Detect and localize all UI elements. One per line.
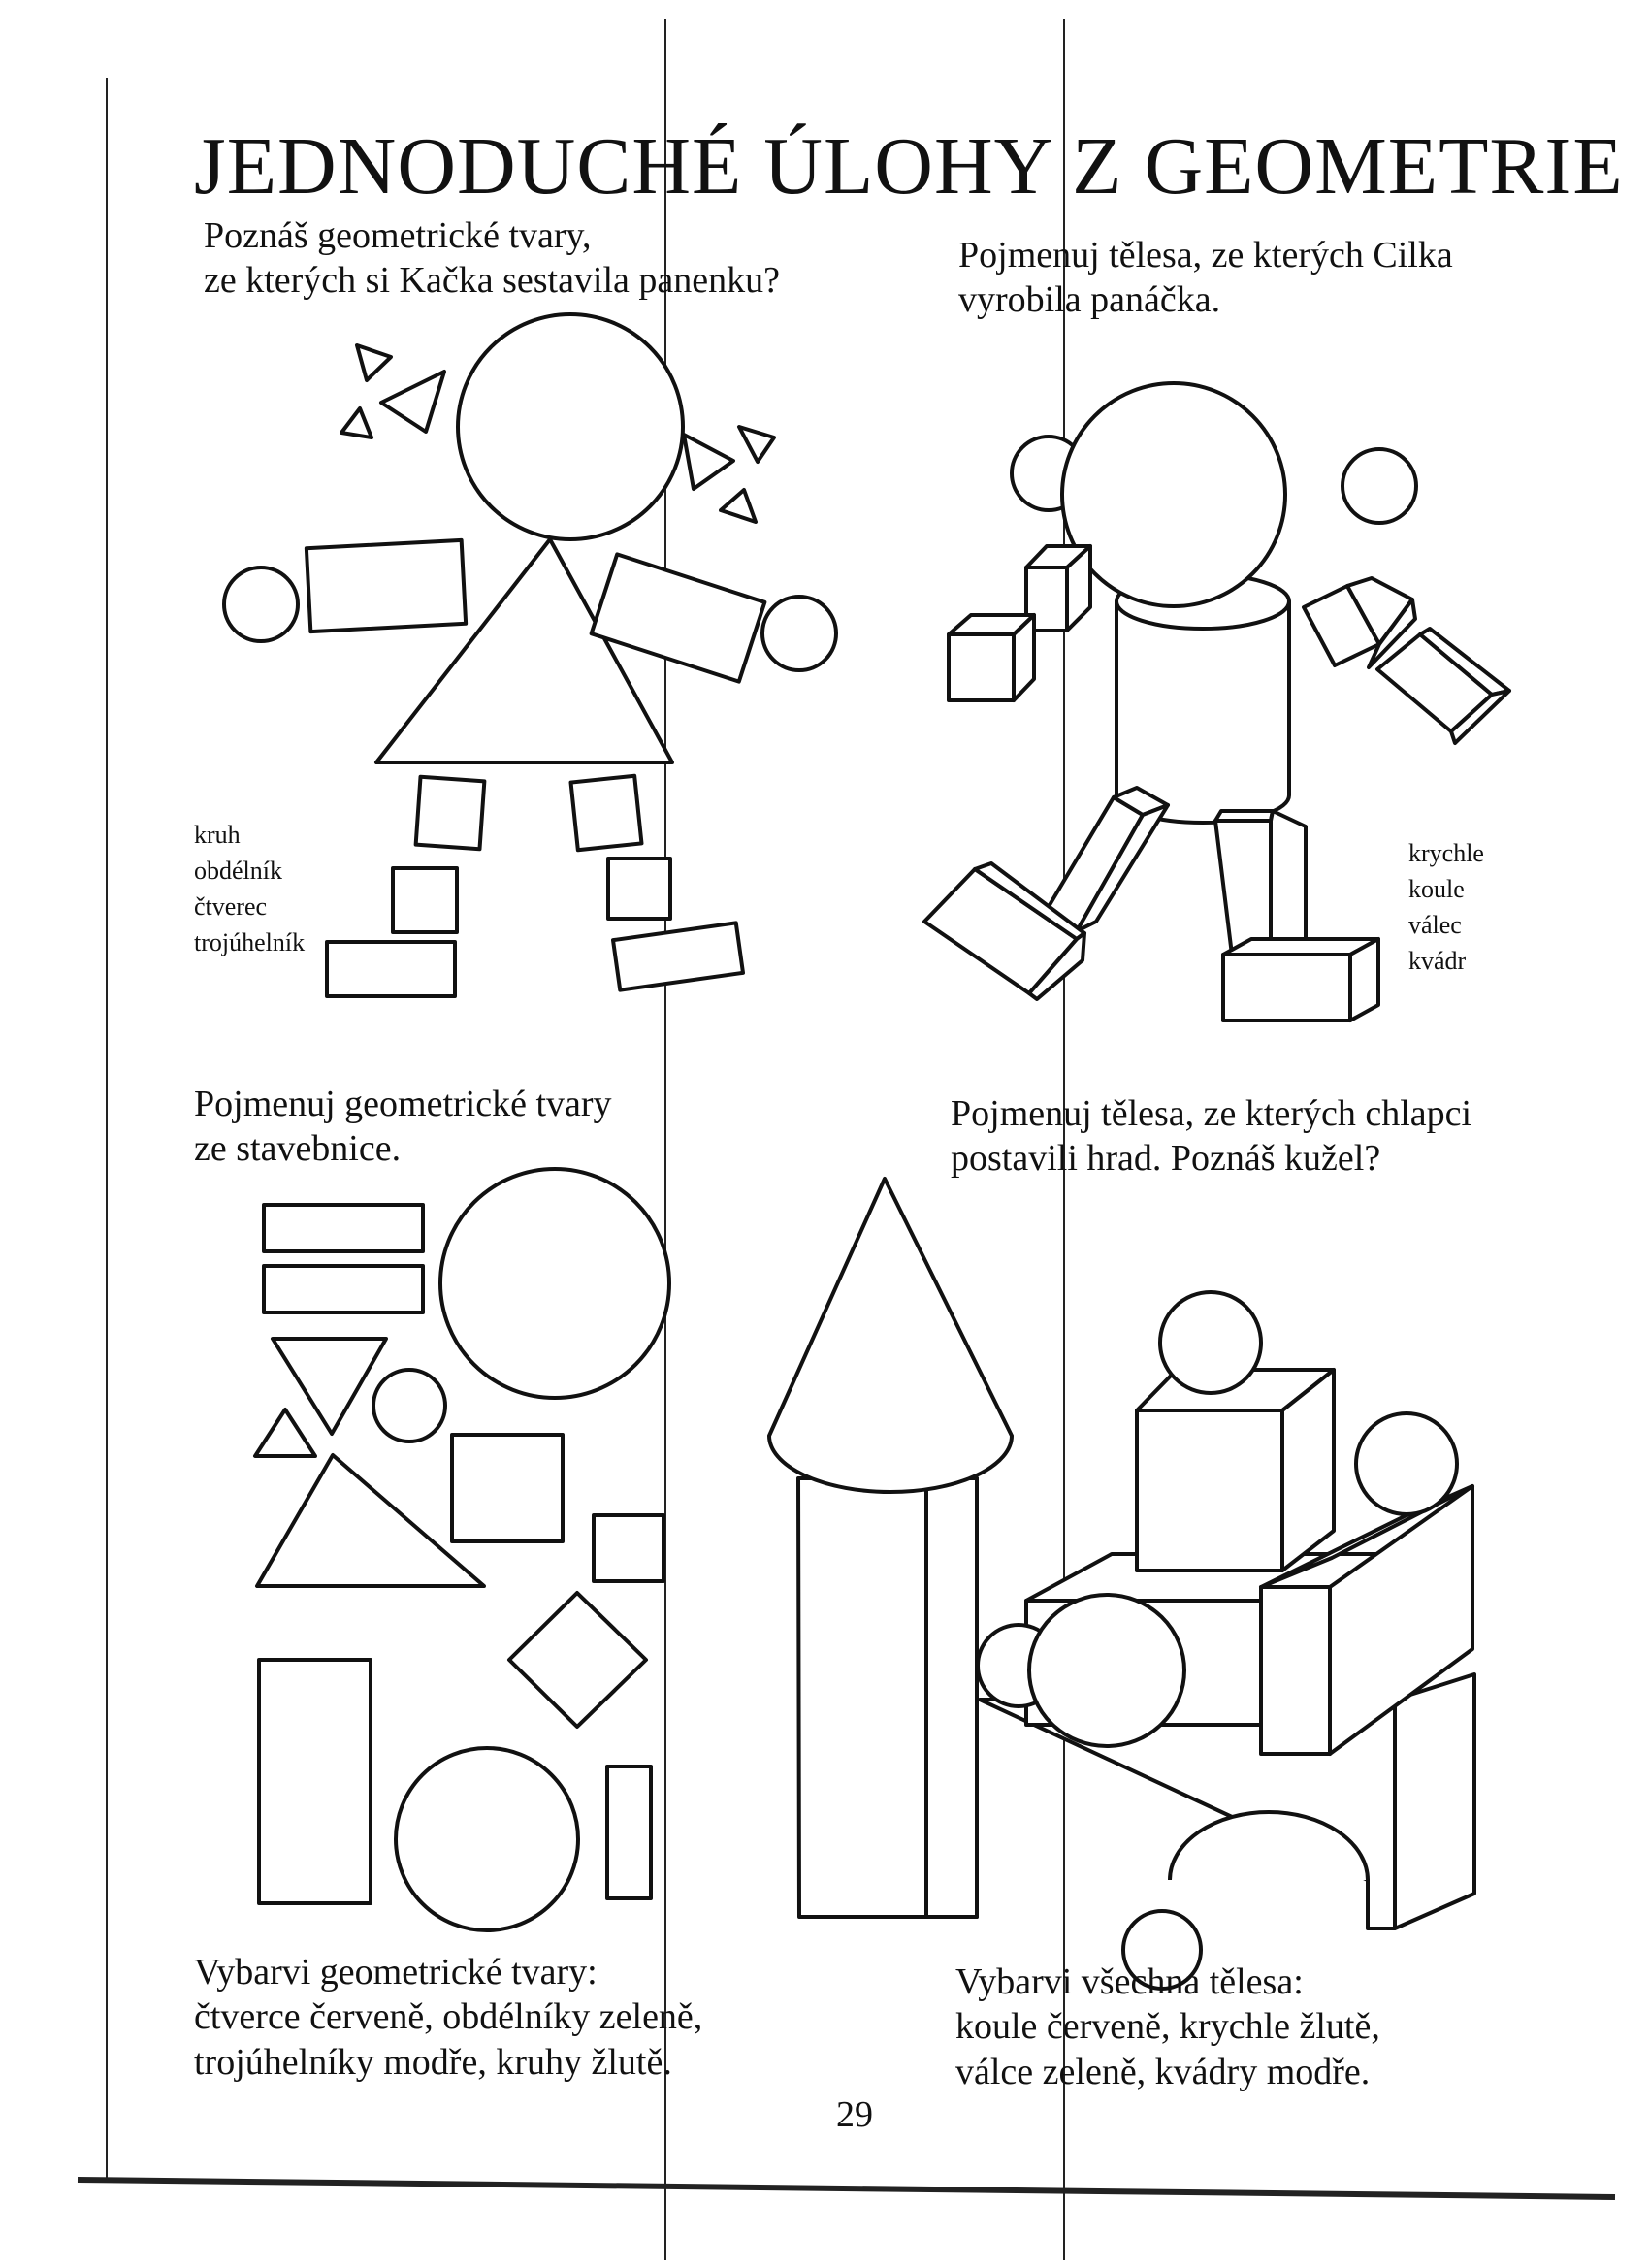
tower-cone <box>769 1179 1012 1492</box>
castle-ball-right <box>1356 1413 1457 1514</box>
kit-shapes <box>255 1169 669 1930</box>
q2-word-list <box>1408 836 1484 980</box>
kit-rectangle-narrow <box>607 1766 651 1898</box>
leg-square-left-lower <box>393 868 457 932</box>
q5-prompt <box>194 1950 702 2085</box>
kit-triangle-small <box>255 1409 315 1456</box>
q3-line-2: ze stavebnice. <box>194 1128 402 1170</box>
castle-ball-top <box>1160 1292 1261 1393</box>
q1-line-2: ze kterých si Kačka sestavila panenku? <box>204 260 781 302</box>
hair-triangle-2 <box>381 372 444 432</box>
kit-circle-medium <box>396 1748 578 1930</box>
foot-cuboid-right <box>1223 939 1378 1021</box>
hair-triangle-5 <box>739 427 774 462</box>
hair-triangle-4 <box>684 435 733 489</box>
q3-line-1: Pojmenuj geometrické tvary <box>194 1084 612 1124</box>
kit-circle-large <box>440 1169 669 1398</box>
q4-line-2: postavili hrad. Poznáš kužel? <box>951 1138 1381 1180</box>
kit-circle-small <box>373 1370 445 1442</box>
ear-ball-right <box>1342 449 1416 523</box>
q5-line-1: Vybarvi geometrické tvary: <box>194 1952 598 1993</box>
kit-square-large <box>452 1435 563 1541</box>
leg-cuboid-right-upper <box>1215 811 1306 955</box>
head-circle <box>458 314 683 539</box>
castle-cube <box>1137 1370 1334 1571</box>
kit-square-small <box>594 1515 663 1581</box>
leg-square-right-lower <box>608 859 670 919</box>
q2-word-3: válec <box>1408 910 1462 939</box>
q4-line-1: Pojmenuj tělesa, ze kterých chlapci <box>951 1093 1472 1134</box>
kit-triangle-large <box>257 1455 484 1586</box>
q4-prompt <box>951 1091 1471 1182</box>
hair-triangle-1 <box>357 345 391 380</box>
kit-rectangle-1 <box>264 1205 423 1251</box>
q2-prompt <box>958 233 1453 323</box>
q2-word-1: krychle <box>1408 839 1484 867</box>
hair-triangle-6 <box>721 490 756 522</box>
doll-figure <box>224 314 836 996</box>
q6-prompt <box>955 1960 1380 2094</box>
page-title: JEDNODUCHÉ ÚLOHY Z GEOMETRIE <box>194 121 1624 211</box>
q2-word-4: kvádr <box>1408 946 1467 975</box>
q1-word-3: čtverec <box>194 891 268 921</box>
leg-square-right-upper <box>571 776 642 851</box>
arm-cuboid-right-lower <box>1377 629 1509 743</box>
q6-line-1: Vybarvi všechna tělesa: <box>955 1961 1304 2002</box>
tower-prism-side <box>926 1478 977 1917</box>
q3-prompt <box>194 1082 612 1172</box>
q2-line-2: vyrobila panáčka. <box>958 279 1221 321</box>
arm-cube-left-lower <box>949 615 1034 700</box>
castle-cylinder-end <box>1029 1595 1184 1746</box>
q1-prompt <box>204 213 780 304</box>
page-number: 29 <box>836 2094 873 2135</box>
q1-word-2: obdélník <box>194 856 282 885</box>
kit-rectangle-tall <box>259 1660 371 1903</box>
q1-word-list <box>194 818 305 961</box>
q6-line-3: válce zeleně, kvádry modře. <box>955 2051 1371 2092</box>
q5-line-3: trojúhelníky modře, kruhy žlutě. <box>194 2041 672 2083</box>
kit-rectangle-2 <box>264 1266 423 1312</box>
foot-rectangle-left <box>327 942 455 996</box>
leg-square-left-upper <box>416 777 485 849</box>
q1-word-4: trojúhelník <box>194 927 306 956</box>
kit-square-rotated <box>509 1593 646 1727</box>
q5-line-2: čtverce červeně, obdélníky zeleně, <box>194 1996 703 2038</box>
hair-triangle-3 <box>341 408 372 437</box>
q2-line-1: Pojmenuj tělesa, ze kterých Cilka <box>958 235 1453 275</box>
foot-rectangle-right <box>613 923 743 989</box>
hand-circle-left <box>224 567 298 641</box>
arm-rectangle-left <box>307 540 466 632</box>
q1-word-1: kruh <box>194 821 241 849</box>
q6-line-2: koule červeně, krychle žlutě, <box>955 2006 1380 2048</box>
head-sphere <box>1062 383 1285 606</box>
q1-line-1: Poznáš geometrické tvary, <box>204 215 592 256</box>
castle-figure <box>769 1179 1474 1989</box>
hand-circle-right <box>762 597 836 670</box>
q2-word-2: koule <box>1408 874 1465 903</box>
